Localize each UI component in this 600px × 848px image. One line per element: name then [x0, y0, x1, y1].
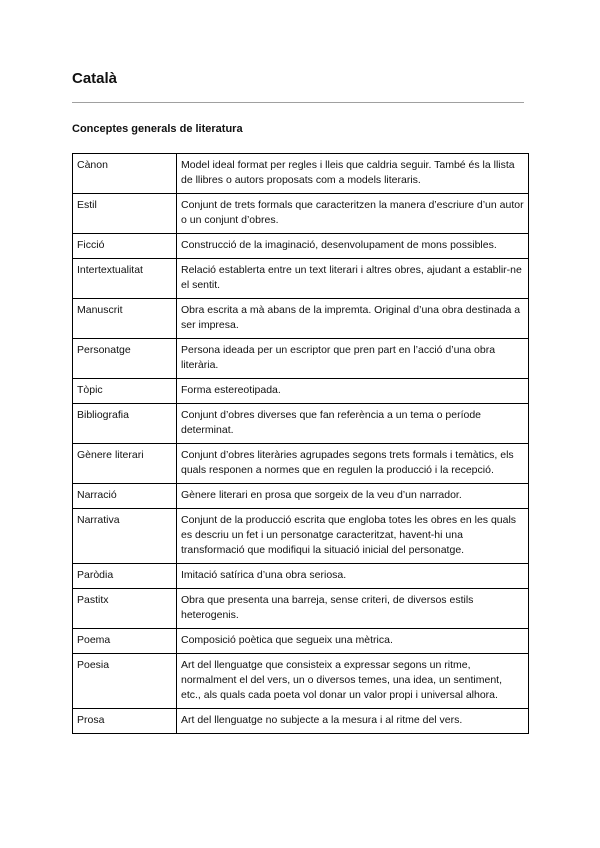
term-cell: Bibliografia [73, 404, 177, 444]
table-row [73, 709, 529, 734]
term-cell: Manuscrit [73, 299, 177, 339]
definition-cell: Model ideal format per regles i lleis que caldria seguir. També és la llista de llibres o autors proposats com a models literaris. [177, 154, 529, 194]
table-row [73, 299, 529, 339]
term-cell: Pastitx [73, 589, 177, 629]
definition-cell: Composició poètica que segueix una mètrica. [177, 629, 529, 654]
term-cell: Poesia [73, 654, 177, 709]
table-row [73, 404, 529, 444]
definition-cell: Forma estereotipada. [177, 379, 529, 404]
term-cell: Cànon [73, 154, 177, 194]
term-cell: Paròdia [73, 564, 177, 589]
table-row [73, 259, 529, 299]
table-row [73, 589, 529, 629]
page-title: Català [72, 70, 118, 87]
table-row [73, 484, 529, 509]
table-row [73, 564, 529, 589]
table-row [73, 509, 529, 564]
section-title: Conceptes generals de literatura [72, 123, 243, 135]
definition-cell: Construcció de la imaginació, desenvolupament de mons possibles. [177, 234, 529, 259]
table-row [73, 234, 529, 259]
term-cell: Poema [73, 629, 177, 654]
definition-cell: Obra que presenta una barreja, sense criteri, de diversos estils heterogenis. [177, 589, 529, 629]
table-row [73, 629, 529, 654]
title-divider [72, 102, 524, 103]
term-cell: Narració [73, 484, 177, 509]
term-cell: Ficció [73, 234, 177, 259]
term-cell: Tòpic [73, 379, 177, 404]
table-row [73, 339, 529, 379]
definition-cell: Imitació satírica d’una obra seriosa. [177, 564, 529, 589]
table-row [73, 379, 529, 404]
glossary-table [72, 153, 529, 734]
table-row [73, 444, 529, 484]
definition-cell: Art del llenguatge no subjecte a la mesura i al ritme del vers. [177, 709, 529, 734]
term-cell: Intertextualitat [73, 259, 177, 299]
definition-cell: Gènere literari en prosa que sorgeix de la veu d’un narrador. [177, 484, 529, 509]
definition-cell: Art del llenguatge que consisteix a expressar segons un ritme, normalment el del vers, un o diversos temes, una idea, un sentiment, etc., als quals cada poeta vol donar un valor propi i universal alhora. [177, 654, 529, 709]
definition-cell: Conjunt de trets formals que caracteritzen la manera d’escriure d’un autor o un conjunt d’obres. [177, 194, 529, 234]
definition-cell: Obra escrita a mà abans de la impremta. Original d’una obra destinada a ser impresa. [177, 299, 529, 339]
definition-cell: Conjunt d’obres literàries agrupades segons trets formals i temàtics, els quals responen a normes que en regulen la producció i la recepció. [177, 444, 529, 484]
table-row [73, 654, 529, 709]
term-cell: Personatge [73, 339, 177, 379]
term-cell: Estil [73, 194, 177, 234]
definition-cell: Conjunt de la producció escrita que engloba totes les obres en les quals es descriu un fet i un personatge caracteritzat, havent-hi una transformació que modifiqui la situació inicial del personatge. [177, 509, 529, 564]
definition-cell: Relació establerta entre un text literari i altres obres, ajudant a establir-ne el sentit. [177, 259, 529, 299]
term-cell: Narrativa [73, 509, 177, 564]
definition-cell: Conjunt d’obres diverses que fan referència a un tema o període determinat. [177, 404, 529, 444]
definition-cell: Persona ideada per un escriptor que pren part en l’acció d’una obra literària. [177, 339, 529, 379]
table-row [73, 154, 529, 194]
term-cell: Prosa [73, 709, 177, 734]
term-cell: Gènere literari [73, 444, 177, 484]
table-row [73, 194, 529, 234]
